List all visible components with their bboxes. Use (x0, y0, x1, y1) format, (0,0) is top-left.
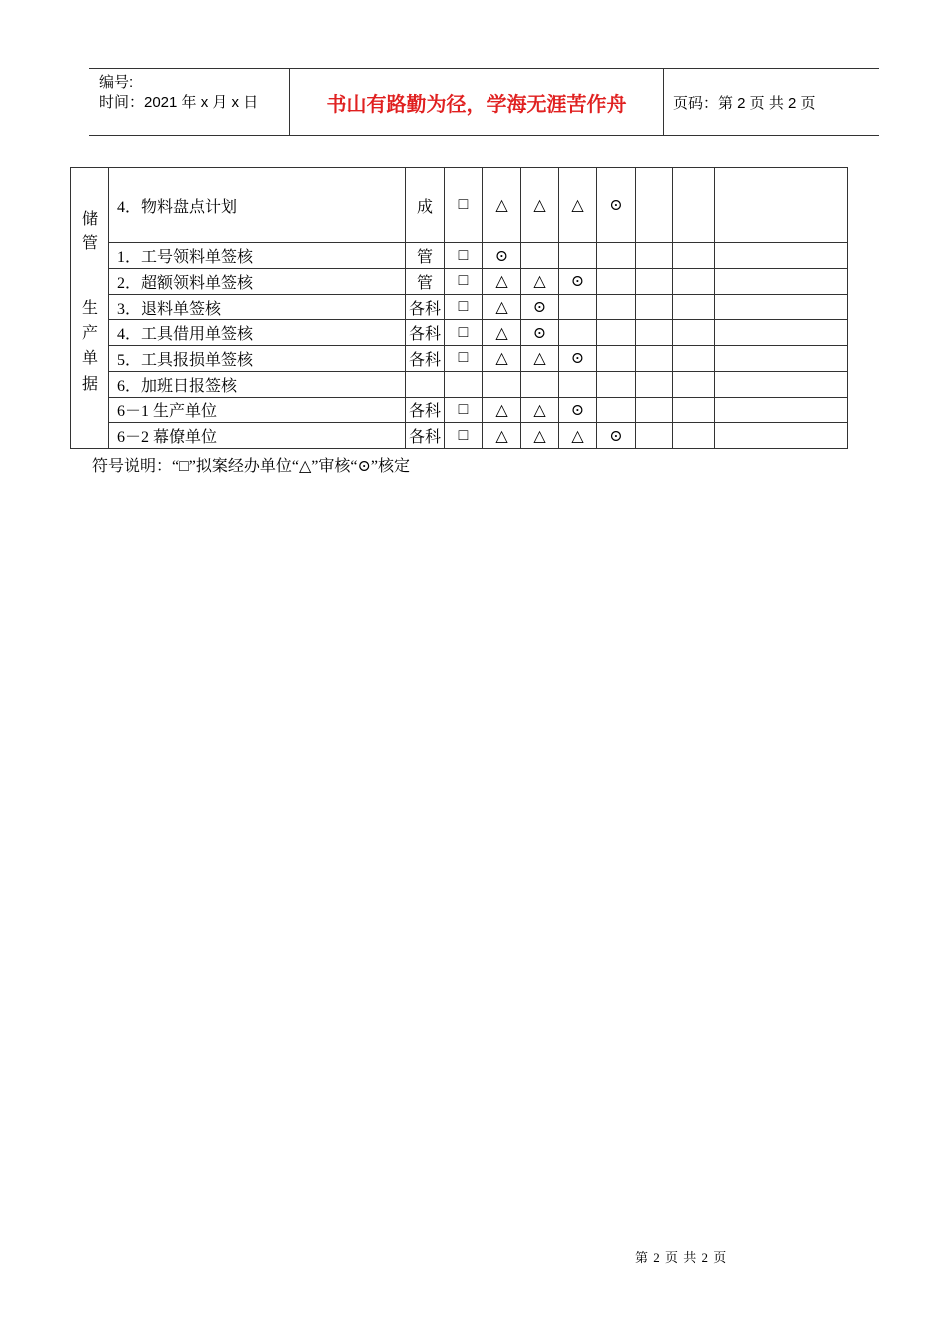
mark-cell (636, 168, 673, 243)
mark-cell (715, 168, 848, 243)
category-column (71, 168, 109, 449)
mark-cell: △ (483, 320, 521, 346)
category-production-char: 据 (81, 376, 98, 393)
unit-cell: 各科 (406, 346, 445, 372)
mark-cell (636, 346, 673, 372)
mark-cell: ⊙ (559, 269, 597, 295)
item-cell: 6－2 幕僚单位 (109, 423, 406, 449)
mark-cell (445, 371, 483, 397)
mark-cell (715, 346, 848, 372)
mark-cell (636, 423, 673, 449)
item-cell: 5．工具报损单签核 (109, 346, 406, 372)
item-cell: 4．物料盘点计划 (109, 168, 406, 243)
mark-cell: △ (483, 423, 521, 449)
mark-cell (559, 320, 597, 346)
table-row (71, 397, 848, 423)
mark-cell: □ (445, 243, 483, 269)
table-row (71, 294, 848, 320)
header-motto: 书山有路勤为径，学海无涯苦作舟 (290, 69, 664, 135)
page-header (89, 68, 879, 136)
mark-cell (636, 320, 673, 346)
mark-cell: △ (483, 397, 521, 423)
mark-cell: □ (445, 423, 483, 449)
mark-cell: △ (559, 168, 597, 243)
table-row (71, 371, 848, 397)
document-date-label: 时间：2021 年 x 月 x 日 (99, 94, 259, 111)
mark-cell: ⊙ (597, 168, 636, 243)
mark-cell: △ (521, 269, 559, 295)
mark-cell: △ (521, 397, 559, 423)
mark-cell (673, 423, 715, 449)
header-page-number: 页码：第 2 页 共 2 页 (673, 94, 816, 112)
mark-cell (673, 294, 715, 320)
category-production-char: 单 (81, 350, 98, 367)
mark-cell (673, 243, 715, 269)
mark-cell: △ (521, 346, 559, 372)
symbol-legend: 符号说明：“□”拟案经办单位“△”审核“⊙”核定 (92, 458, 410, 475)
mark-cell (673, 397, 715, 423)
mark-cell (597, 320, 636, 346)
unit-cell: 管 (406, 269, 445, 295)
unit-cell: 各科 (406, 320, 445, 346)
mark-cell (597, 269, 636, 295)
unit-cell: 各科 (406, 423, 445, 449)
mark-cell: △ (483, 168, 521, 243)
mark-cell (559, 294, 597, 320)
table-row (71, 168, 848, 243)
item-cell: 6－1 生产单位 (109, 397, 406, 423)
mark-cell: ⊙ (597, 423, 636, 449)
mark-cell (597, 294, 636, 320)
mark-cell (673, 168, 715, 243)
mark-cell: ⊙ (559, 397, 597, 423)
category-production-char: 生 (81, 300, 98, 317)
mark-cell (636, 397, 673, 423)
mark-cell (673, 269, 715, 295)
mark-cell: △ (483, 269, 521, 295)
mark-cell: △ (521, 168, 559, 243)
approval-table (70, 167, 848, 449)
mark-cell (715, 320, 848, 346)
unit-cell (406, 371, 445, 397)
mark-cell: □ (445, 294, 483, 320)
mark-cell (715, 243, 848, 269)
item-cell: 3．退料单签核 (109, 294, 406, 320)
item-cell: 2．超额领料单签核 (109, 269, 406, 295)
mark-cell (673, 346, 715, 372)
mark-cell: □ (445, 346, 483, 372)
footer-page-number: 第 2 页 共 2 页 (635, 1250, 728, 1265)
mark-cell (597, 397, 636, 423)
table-row (71, 346, 848, 372)
document-number-label: 编号: (99, 74, 134, 91)
mark-cell: □ (445, 168, 483, 243)
header-meta (89, 69, 290, 135)
table-row (71, 243, 848, 269)
unit-cell: 成 (406, 168, 445, 243)
mark-cell (597, 243, 636, 269)
mark-cell (636, 243, 673, 269)
mark-cell: ⊙ (559, 346, 597, 372)
mark-cell: △ (483, 346, 521, 372)
mark-cell (715, 397, 848, 423)
mark-cell (521, 243, 559, 269)
mark-cell (715, 371, 848, 397)
mark-cell: ⊙ (483, 243, 521, 269)
category-storage-char: 储 (81, 211, 98, 228)
table-row (71, 269, 848, 295)
table-row (71, 320, 848, 346)
unit-cell: 管 (406, 243, 445, 269)
mark-cell (673, 371, 715, 397)
mark-cell (597, 346, 636, 372)
mark-cell (636, 371, 673, 397)
category-storage-char: 管 (81, 235, 98, 252)
mark-cell (483, 371, 521, 397)
mark-cell (636, 294, 673, 320)
mark-cell (673, 320, 715, 346)
mark-cell (715, 423, 848, 449)
mark-cell: △ (483, 294, 521, 320)
table-row (71, 423, 848, 449)
category-production-char: 产 (81, 325, 98, 342)
mark-cell (715, 294, 848, 320)
mark-cell: □ (445, 269, 483, 295)
item-cell: 1．工号领料单签核 (109, 243, 406, 269)
mark-cell (559, 371, 597, 397)
mark-cell: □ (445, 397, 483, 423)
item-cell: 4．工具借用单签核 (109, 320, 406, 346)
item-cell: 6．加班日报签核 (109, 371, 406, 397)
unit-cell: 各科 (406, 294, 445, 320)
mark-cell: ⊙ (521, 294, 559, 320)
mark-cell (521, 371, 559, 397)
mark-cell (715, 269, 848, 295)
mark-cell: △ (559, 423, 597, 449)
mark-cell (597, 371, 636, 397)
mark-cell (559, 243, 597, 269)
mark-cell: □ (445, 320, 483, 346)
mark-cell: ⊙ (521, 320, 559, 346)
mark-cell: △ (521, 423, 559, 449)
mark-cell (636, 269, 673, 295)
unit-cell: 各科 (406, 397, 445, 423)
